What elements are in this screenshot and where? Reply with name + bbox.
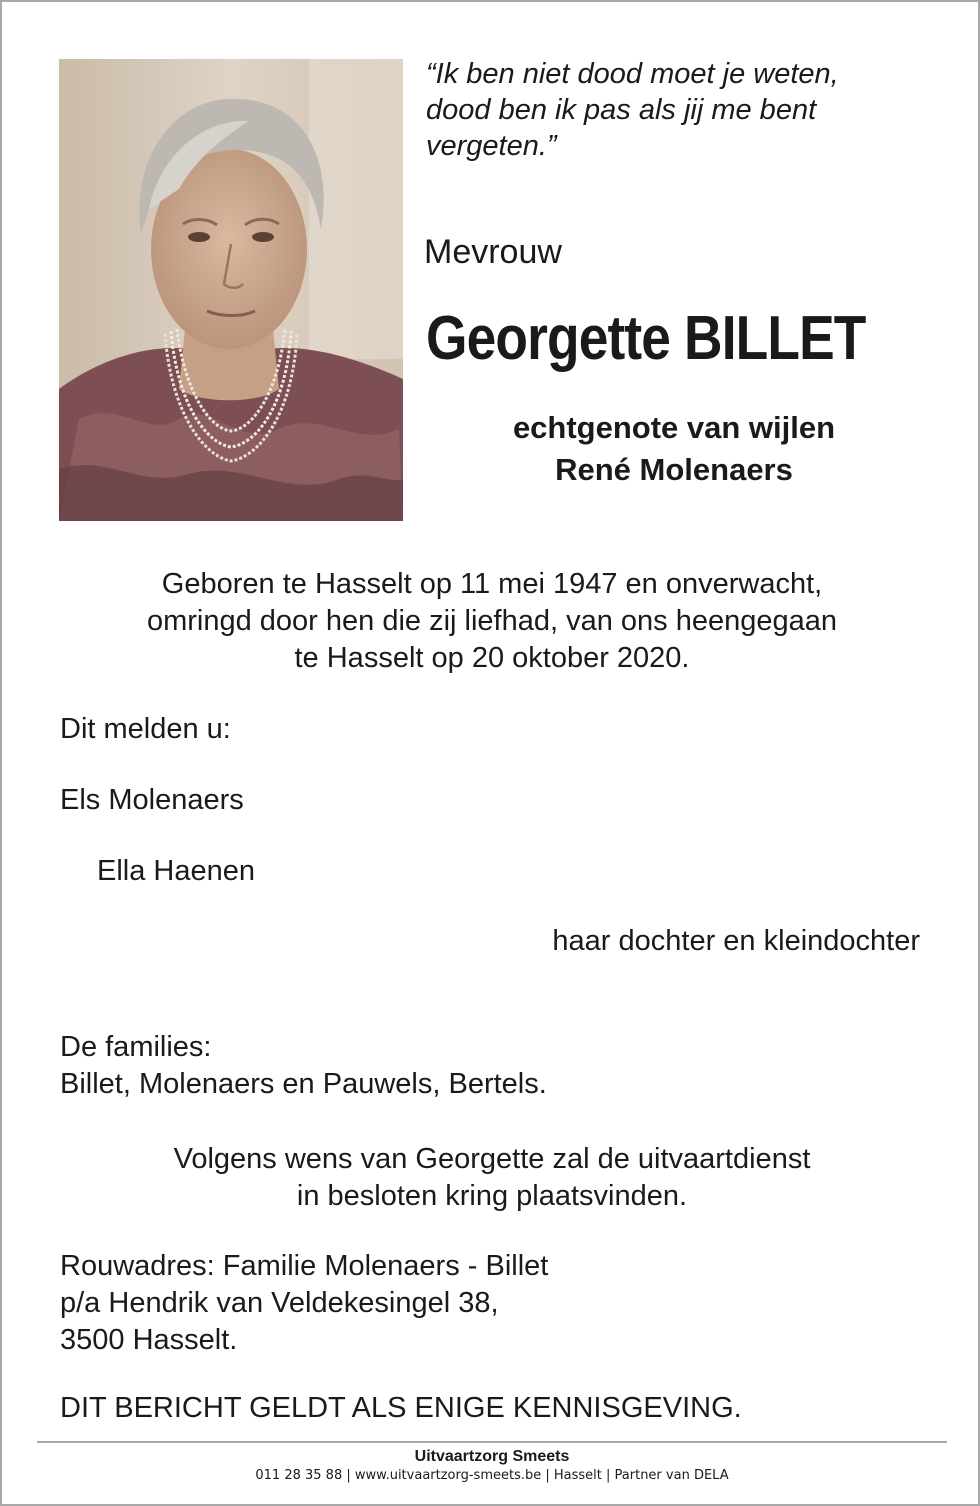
families-list: Billet, Molenaers en Pauwels, Bertels.	[60, 1068, 547, 1100]
mourning-address: Rouwadres: Familie Molenaers - Billet p/a Hendrik van Veldekesingel 38, 3500 Hasselt.	[60, 1250, 549, 1356]
relatives-relation: haar dochter en kleindochter	[552, 925, 920, 957]
portrait-photo	[59, 59, 403, 521]
notice-text: DIT BERICHT GELDT ALS ENIGE KENNISGEVING.	[60, 1392, 742, 1424]
memorial-quote: “Ik ben niet dood moet je weten, dood ben ik pas als jij me bent vergeten.”	[426, 58, 839, 162]
portrait-illustration	[59, 59, 403, 521]
salutation: Mevrouw	[424, 233, 562, 271]
families-label: De families:	[60, 1031, 212, 1063]
relative-name: Ella Haenen	[97, 855, 255, 887]
footer-divider	[37, 1441, 947, 1443]
relative-name: Els Molenaers	[60, 784, 244, 816]
announce-label: Dit melden u:	[60, 713, 231, 745]
birth-death-text: Geboren te Hasselt op 11 mei 1947 en onverwacht, omringd door hen die zij liefhad, van ons heengegaan te Hasselt op 20 oktober 2020.	[146, 568, 838, 674]
funeral-company-info: 011 28 35 88 | www.uitvaartzorg-smeets.be | Hasselt | Partner van DELA	[255, 1468, 729, 1483]
funeral-wish-text: Volgens wens van Georgette zal de uitvaartdienst in besloten kring plaatsvinden.	[173, 1143, 811, 1212]
funeral-company-name: Uitvaartzorg Smeets	[414, 1448, 570, 1465]
deceased-name: Georgette BILLET	[426, 304, 866, 373]
spouse-line: echtgenote van wijlen René Molenaers	[512, 410, 836, 487]
